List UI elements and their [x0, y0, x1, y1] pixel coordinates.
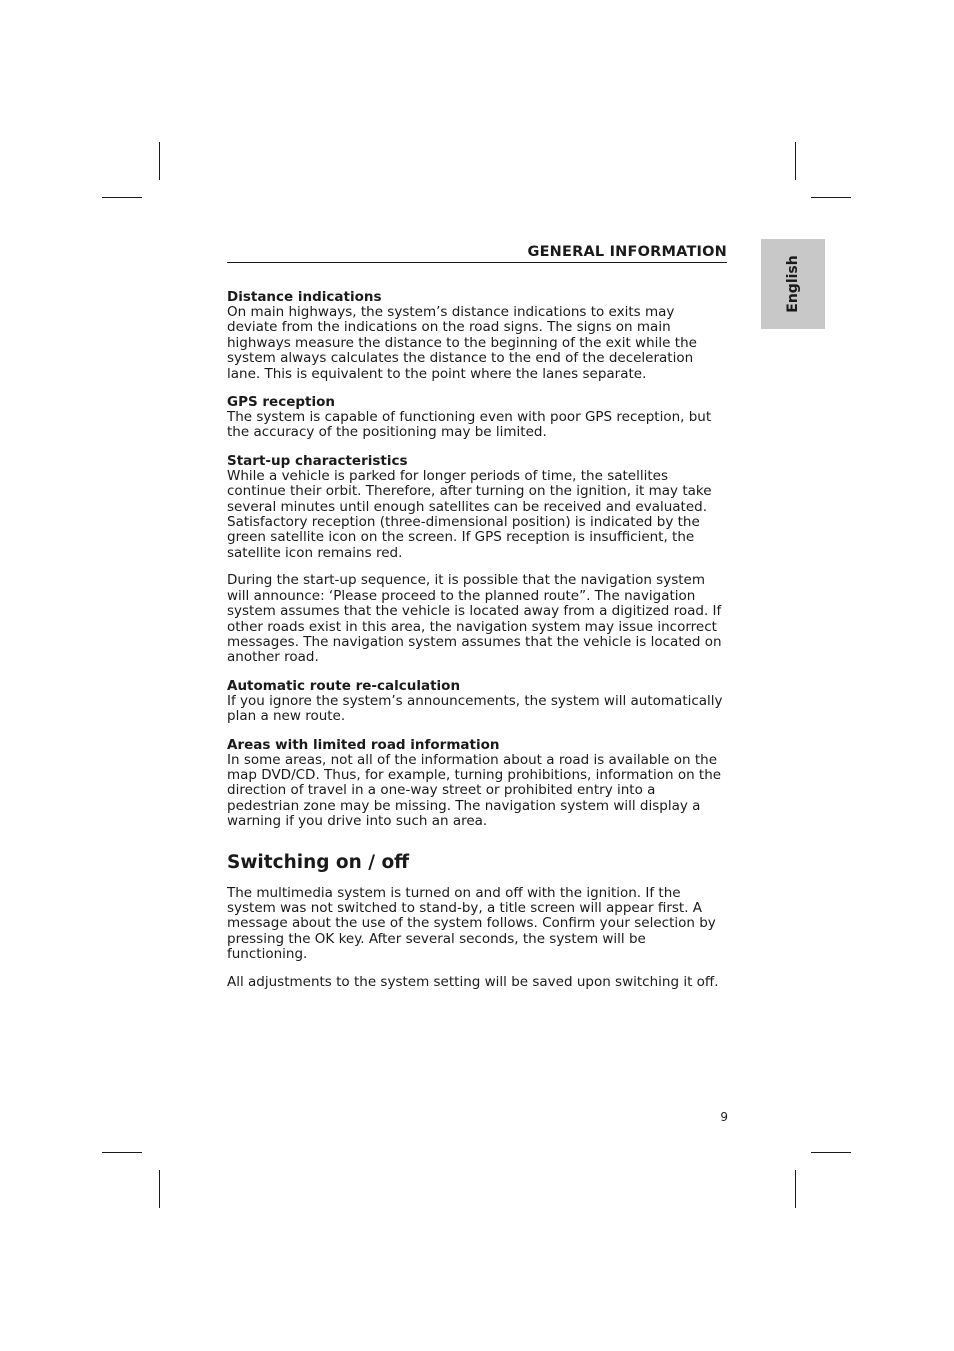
- section-paragraph: On main highways, the system’s distance indications to exits may deviate from the indications on the road signs. The signs on main highways measure the distance to the beginning of the exit while the system always calculates the distance to the end of the deceleration lane. This is equivalent to the point where the lanes separate.: [227, 304, 697, 382]
- section-heading: GPS reception: [227, 394, 335, 411]
- section-paragraph: During the start-up sequence, it is possible that the navigation system will announce: ‘Please proceed to the planned route”. The navigation system assumes that the vehicle is located away from a digitized road. If other roads exist in this area, the navigation system may issue incorrect messages. The navigation system assumes that the vehicle is located on another road.: [227, 572, 722, 666]
- language-tab: [761, 239, 825, 329]
- crop-mark: [811, 1152, 851, 1153]
- section-heading: Start-up characteristics: [227, 452, 408, 469]
- section-paragraph: While a vehicle is parked for longer periods of time, the satellites continue their orbit. Therefore, after turning on the ignition, it may take several minutes until enough satellites can be received and evaluated. Satisfactory reception (three-dimensional position) is indicated by the green satellite icon on the screen. If GPS reception is insufficient, the satellite icon remains red.: [227, 467, 712, 561]
- section-heading: Automatic route re-calculation: [227, 677, 461, 694]
- switching-paragraph: The multimedia system is turned on and off with the ignition. If the system was not switched to stand-by, a title screen will appear first. A message about the use of the system follows. Confirm your selection by pressing the OK key. After several seconds, the system will be functioning.: [227, 884, 716, 963]
- section-header: GENERAL INFORMATION: [227, 244, 727, 263]
- main-content: [227, 289, 727, 990]
- crop-mark: [159, 142, 160, 180]
- section-automatic-route-recalculation: [227, 678, 727, 725]
- section-gps-reception: [227, 394, 727, 441]
- crop-mark: [159, 1170, 160, 1208]
- section-paragraph: In some areas, not all of the information about a road is available on the map DVD/CD. Thus, for example, turning prohibitions, information on the direction of travel in a one-way street or prohibited entry into a pedestrian zone may be missing. The navigation system will display a warning if you drive into such an area.: [227, 751, 722, 830]
- section-start-up-characteristics: [227, 453, 727, 666]
- switching-paragraph: All adjustments to the system setting will be saved upon switching it off.: [227, 973, 719, 990]
- language-tab-label: English: [785, 255, 801, 313]
- section-heading: Areas with limited road information: [227, 736, 500, 753]
- crop-mark: [795, 1170, 796, 1208]
- page-number: 9: [720, 1110, 728, 1124]
- section-heading: Distance indications: [227, 289, 382, 305]
- crop-mark: [795, 142, 796, 180]
- crop-mark: [811, 197, 851, 198]
- section-paragraph: The system is capable of functioning even with poor GPS reception, but the accuracy of the positioning may be limited.: [227, 409, 712, 441]
- crop-mark: [102, 197, 142, 198]
- section-areas-limited-road-information: [227, 737, 727, 830]
- section-paragraph: If you ignore the system’s announcements, the system will automatically plan a new route.: [227, 692, 723, 725]
- crop-mark: [102, 1152, 142, 1153]
- section-distance-indications: [227, 289, 727, 382]
- switching-title: Switching on / off: [227, 851, 410, 873]
